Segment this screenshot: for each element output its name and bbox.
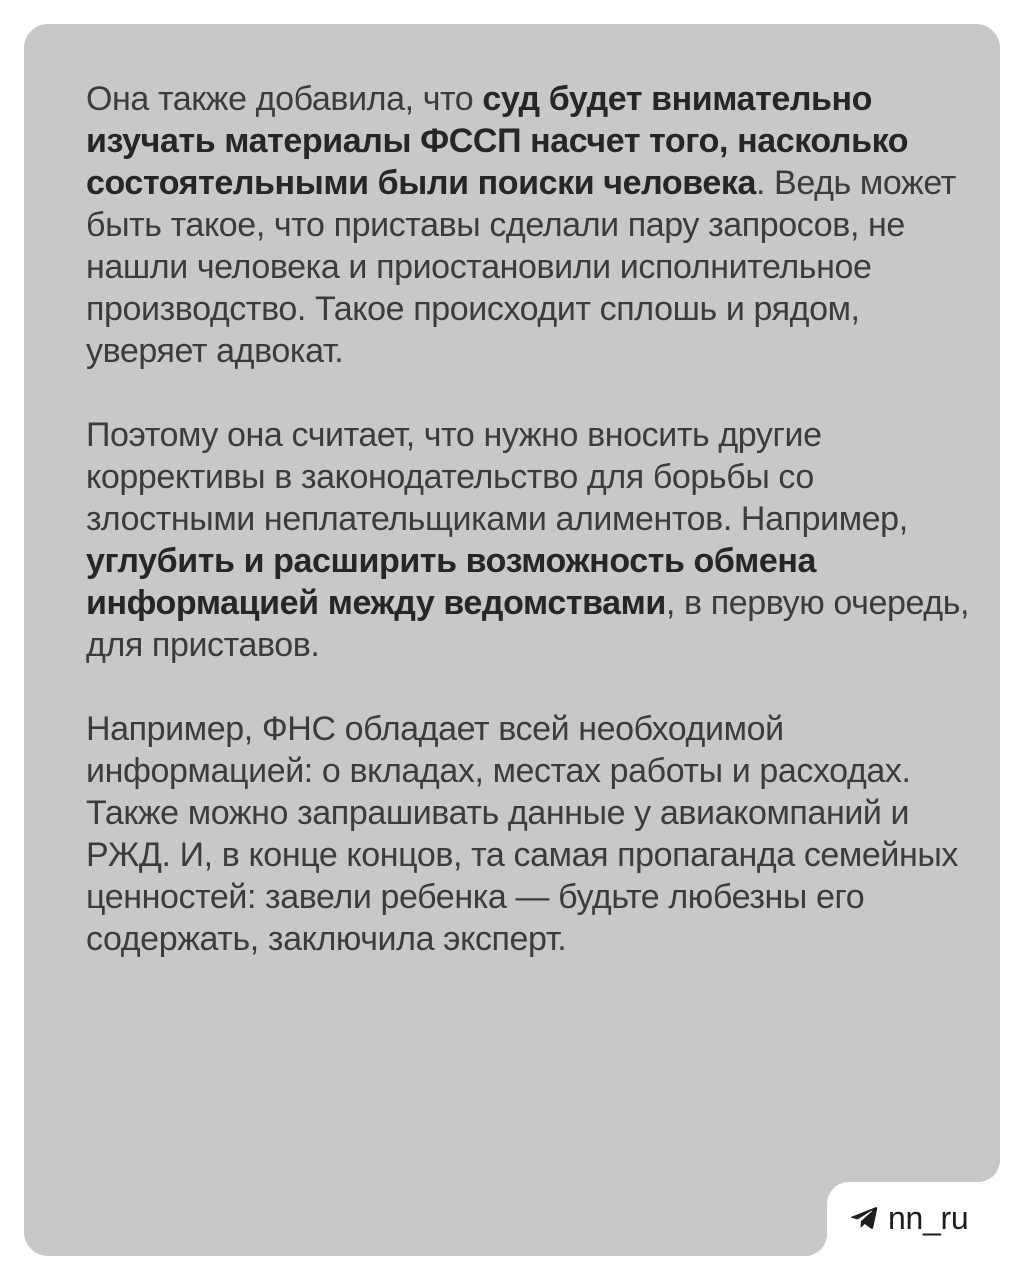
paragraph-1-highlight: суд будет внимательно изучать материалы ФССП насчет того, насколько состоятельными были поиски человека [86, 80, 909, 202]
paragraph-2-text-2: , в первую очередь, для приставов. [86, 584, 970, 664]
paragraph-1-text-1: Она также добавила, что [86, 80, 483, 118]
paragraph-2-text-1: Поэтому она считает, что нужно вносить другие коррективы в законодательство для борьбы со злостными неплательщиками алиментов. Например, [86, 416, 908, 538]
paragraph-2 [86, 414, 986, 666]
brand-link[interactable] [850, 1198, 968, 1238]
tab-corner-left [805, 1234, 827, 1256]
paragraph-1-text-2: . Ведь может быть такое, что приставы сделали пару запросов, не нашли человека и приостановили исполнительное производство. Такое происходит сплошь и рядом, уверяет адвокат. [86, 164, 956, 370]
article-text [86, 78, 986, 1002]
telegram-plane-icon [850, 1206, 878, 1230]
brand-label: nn_ru [888, 1199, 969, 1236]
paragraph-2-highlight: углубить и расширить возможность обмена информацией между ведомствами [86, 542, 816, 622]
paragraph-1 [86, 78, 986, 372]
tab-corner-top [978, 1160, 1000, 1182]
text-card [24, 24, 1000, 1256]
paragraph-3-text-1: Например, ФНС обладает всей необходимой информацией: о вкладах, местах работы и расходах. Также можно запрашивать данные у авиакомпаний и РЖД. И, в конце концов, та самая пропаганда семейных ценностей: завели ребенка — будьте любезны его содержать, заключила эксперт. [86, 710, 959, 958]
paragraph-3 [86, 708, 986, 960]
